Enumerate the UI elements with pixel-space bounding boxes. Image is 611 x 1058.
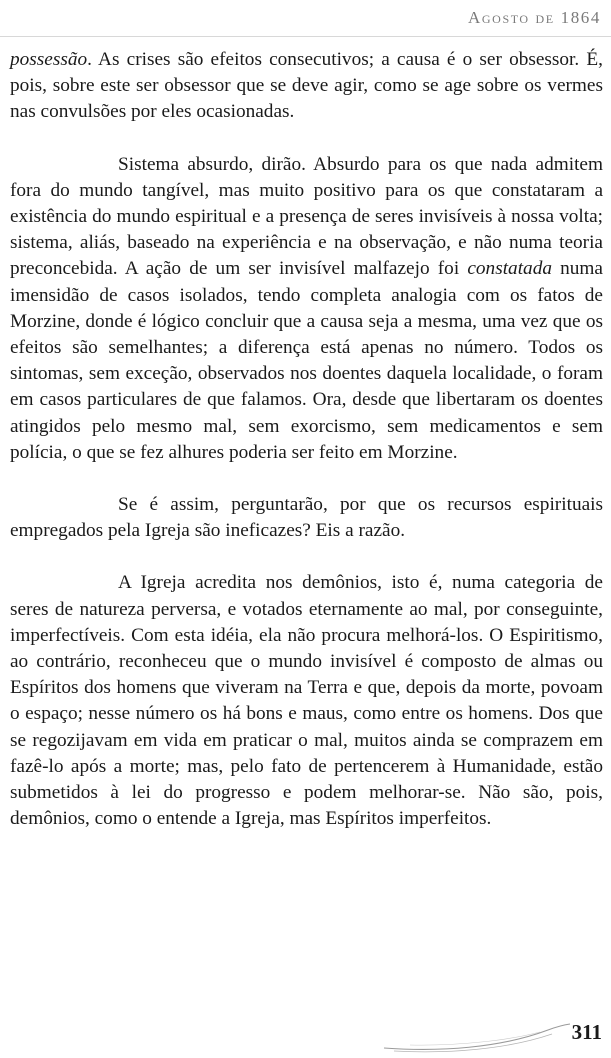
paragraph-3 bbox=[10, 492, 603, 544]
paragraph-2 bbox=[10, 152, 603, 466]
paragraph-1 bbox=[10, 47, 603, 126]
body-text bbox=[10, 47, 603, 832]
swash-ornament-icon bbox=[380, 1018, 580, 1058]
emphasis: possessão bbox=[10, 49, 88, 70]
text-run: A Igreja acredita nos demônios, isto é, numa categoria de seres de natureza perversa, e votados eternamente ao mal, por conseguinte, imperfectíveis. Com esta idéia, ela não procura melhorá-los. O Espiritismo, ao contrário, reconheceu que o mundo invisível é composto de almas ou Espíritos dos homens que viveram na Terra e que, depois da morte, povoam o espaço; nesse número os há bons e maus, como entre os homens. Dos que se regozijavam em vida em praticar o mal, muitos ainda se comprazem em fazê-lo após a morte; mas, pelo fato de pertencerem à Humanidade, estão submetidos à lei do progresso e podem melhorar-se. Não são, pois, demônios, como o entende a Igreja, mas Espíritos imperfeitos. bbox=[10, 572, 603, 830]
running-head: Agosto de 1864 bbox=[468, 8, 601, 27]
text-run: Sistema absurdo, dirão. Absurdo para os que nada admitem fora do mundo tangível, mas muito positivo para os que constataram a existência do mundo espiritual e a presença de seres invisíveis à nossa volta; sistema, aliás, baseado na experiência e na observação, e não numa teoria preconcebida. A ação de um ser invisível malfazejo foi bbox=[10, 153, 603, 280]
header-rule bbox=[0, 36, 611, 37]
page-number: 311 bbox=[571, 1020, 602, 1044]
paragraph-4 bbox=[10, 570, 603, 832]
page-footer bbox=[0, 1018, 611, 1058]
emphasis: constatada bbox=[467, 258, 552, 280]
text-run: numa imensidão de casos isolados, tendo completa analogia com os fatos de Morzine, donde é lógico concluir que a causa seja a mesma, uma vez que os efeitos são semelhantes; a diferença está apenas no número. Todos os sintomas, sem exceção, observados nos doentes daquela localidade, o foram em casos particulares de que falamos. Ora, desde que libertaram os doentes atingidos pelo mesmo mal, sem exorcismo, sem medicamentos e sem polícia, o que se fez alhures poderia ser feito em Morzine. bbox=[10, 258, 603, 463]
text-run: Se é assim, perguntarão, por que os recursos espirituais empregados pela Igreja são ineficazes? Eis a razão. bbox=[10, 494, 603, 542]
text-run: . As crises são efeitos consecutivos; a causa é o ser obsessor. É, pois, sobre este ser obsessor que se deve agir, como se age sobre os vermes nas convulsões por eles ocasionadas. bbox=[10, 49, 603, 123]
